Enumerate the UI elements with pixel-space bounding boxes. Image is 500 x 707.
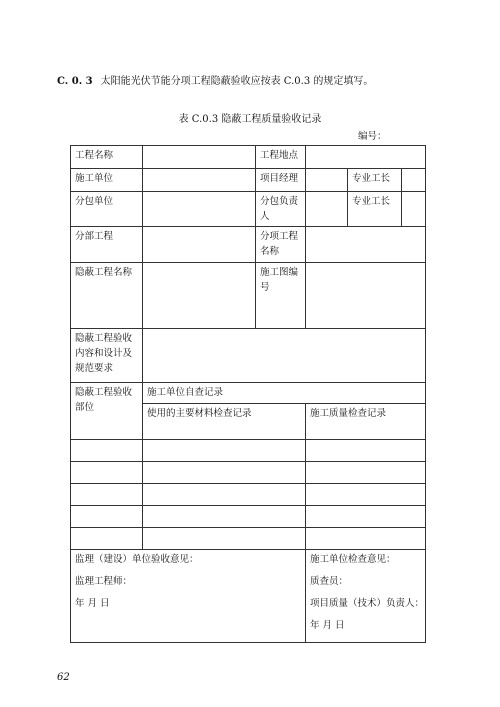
supervision-opinion-block[interactable] (71, 550, 306, 643)
record-material-cell[interactable] (143, 440, 306, 462)
label-concealed-name: 隐蔽工程名称 (71, 263, 143, 329)
supervision-date-label: 年 月 日 (75, 598, 110, 609)
label-project-manager: 项目经理 (256, 169, 306, 192)
record-material-cell[interactable] (143, 484, 306, 506)
label-foreman: 专业工长 (348, 169, 402, 192)
label-drawing-number: 施工图编号 (256, 263, 306, 329)
value-concealed-name[interactable] (143, 263, 256, 329)
record-part-cell[interactable] (71, 440, 143, 462)
record-material-cell[interactable] (143, 528, 306, 550)
record-material-cell[interactable] (143, 462, 306, 484)
record-quality-cell[interactable] (306, 484, 426, 506)
value-subitem-name[interactable] (306, 227, 426, 263)
value-construction-unit[interactable] (143, 169, 256, 192)
value-project-manager[interactable] (306, 169, 348, 192)
label-project-location: 工程地点 (256, 146, 306, 169)
label-material-record: 使用的主要材料检查记录 (143, 404, 306, 440)
table-caption: 表 C.0.3 隐蔽工程质量验收记录 (178, 114, 322, 125)
record-material-cell[interactable] (143, 506, 306, 528)
record-quality-cell[interactable] (306, 440, 426, 462)
page-number: 62 (57, 672, 70, 683)
label-subitem-name: 分项工程名称 (256, 227, 306, 263)
value-project-name[interactable] (143, 146, 256, 169)
label-quality-record: 施工质量检查记录 (306, 404, 426, 440)
quality-lead-label: 项目质量（技术）负责人： (310, 598, 425, 609)
label-division: 分部工程 (71, 227, 143, 263)
value-foreman-2[interactable] (402, 192, 426, 227)
clause-paragraph (57, 72, 373, 87)
record-part-cell[interactable] (71, 462, 143, 484)
label-project-name: 工程名称 (71, 146, 143, 169)
record-part-cell[interactable] (71, 506, 143, 528)
label-foreman-2: 专业工长 (348, 192, 402, 227)
value-subcontractor-lead[interactable] (306, 192, 348, 227)
inspection-record-table (70, 145, 426, 643)
supervision-engineer-label: 监理工程师： (75, 576, 133, 587)
value-project-location[interactable] (306, 146, 426, 169)
value-drawing-number[interactable] (306, 263, 426, 329)
quality-inspector-label: 质查员： (310, 576, 349, 587)
supervision-opinion-label: 监理（建设）单位验收意见： (75, 554, 199, 565)
value-content-requirements[interactable] (143, 329, 426, 383)
value-foreman[interactable] (402, 169, 426, 192)
record-quality-cell[interactable] (306, 462, 426, 484)
clause-text: 太阳能光伏节能分项工程隐蔽验收应按表 C.0.3 的规定填写。 (100, 76, 374, 87)
record-quality-cell[interactable] (306, 528, 426, 550)
label-subcontractor-lead: 分包负责人 (256, 192, 306, 227)
record-part-cell[interactable] (71, 528, 143, 550)
contractor-opinion-block[interactable] (306, 550, 426, 643)
label-construction-unit: 施工单位 (71, 169, 143, 192)
label-subcontractor: 分包单位 (71, 192, 143, 227)
record-part-cell[interactable] (71, 484, 143, 506)
contractor-date-label: 年 月 日 (310, 620, 345, 631)
label-inspection-part: 隐蔽工程验收部位 (71, 383, 143, 440)
record-quality-cell[interactable] (306, 506, 426, 528)
label-content-requirements: 隐蔽工程验收内容和设计及规范要求 (71, 329, 143, 383)
value-subcontractor[interactable] (143, 192, 256, 227)
label-self-check-record: 施工单位自查记录 (143, 383, 426, 404)
clause-number: C. 0. 3 (57, 76, 93, 87)
value-division[interactable] (143, 227, 256, 263)
serial-number-label: 编号： (358, 131, 387, 142)
contractor-opinion-label: 施工单位检查意见： (310, 554, 396, 565)
